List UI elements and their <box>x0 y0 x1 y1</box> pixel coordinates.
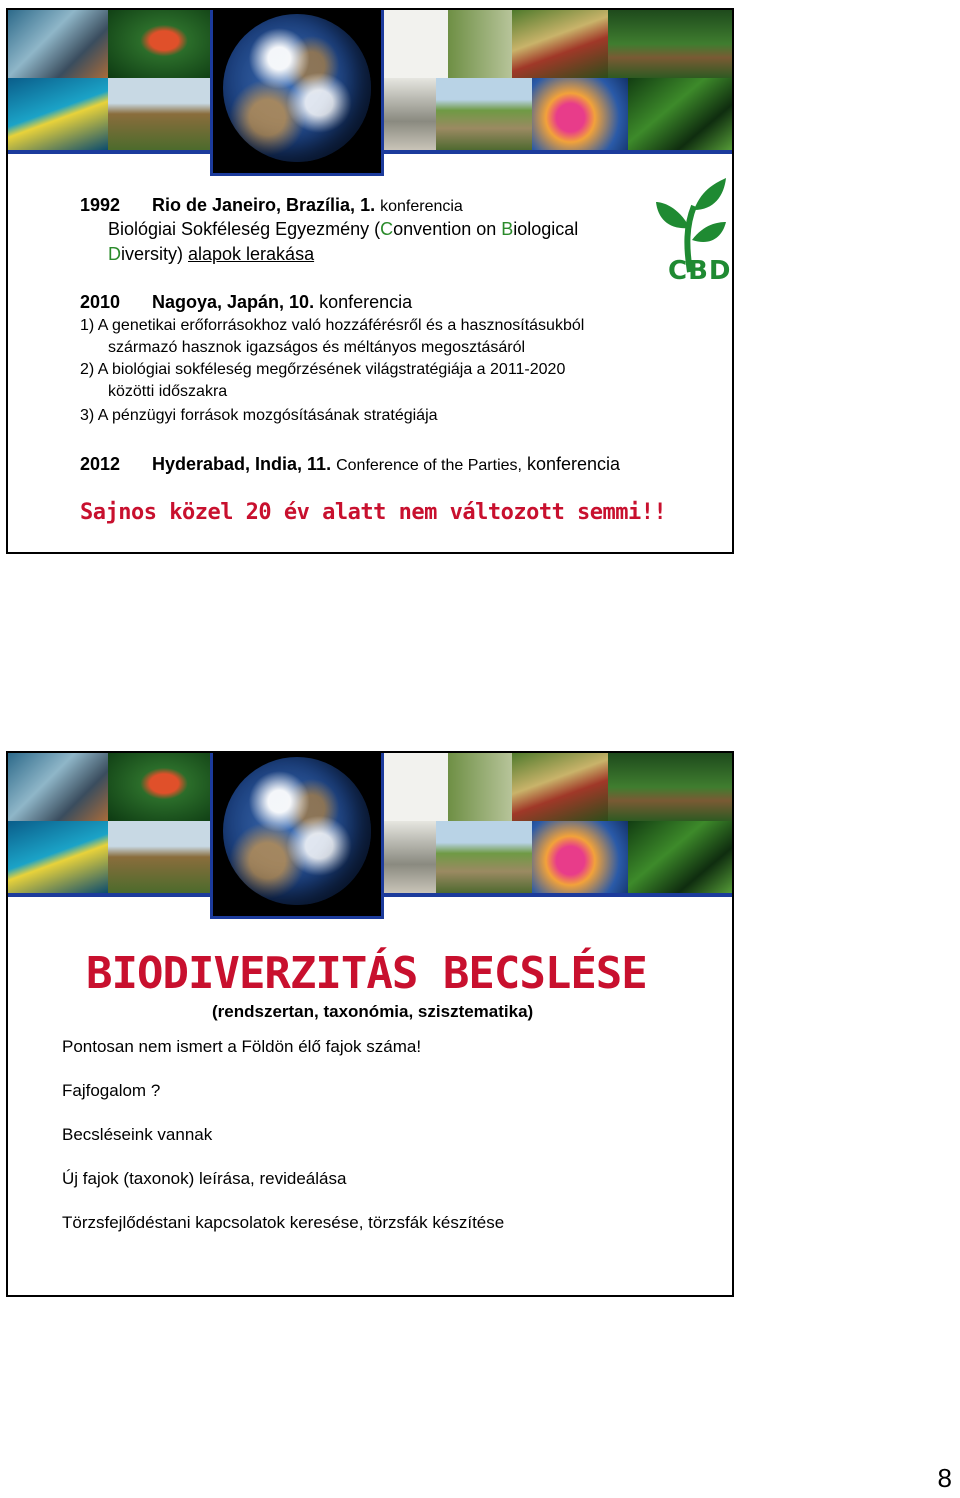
earth-photo-frame <box>210 10 384 176</box>
banner-photo-frog <box>108 753 210 821</box>
year-2012: 2012 <box>80 454 121 474</box>
body-line-1: Pontosan nem ismert a Földön élő fajok száma! <box>62 1037 422 1056</box>
item2-point2-b: közötti időszakra <box>108 383 228 400</box>
slide-subtitle: (rendszertan, taxonómia, szisztematika) <box>212 1002 534 1021</box>
banner-photo-landscape <box>436 821 532 893</box>
banner-photo-fish <box>8 78 108 150</box>
item1-line2-text-c: iological <box>513 219 579 239</box>
item1-tail: konferencia <box>380 198 463 215</box>
earth-globe-image <box>223 757 371 905</box>
year-2010: 2010 <box>80 292 121 312</box>
earth-photo-frame <box>210 753 384 919</box>
item1-place: Rio de Janeiro, Brazília, 1. <box>152 195 376 215</box>
item2-point1-a: 1) A genetikai erőforrásokhoz való hozzáférésről és a hasznosításukból <box>80 317 585 334</box>
banner-photo-plants <box>628 78 734 150</box>
item3-place: Hyderabad, India, 11. <box>152 454 332 474</box>
banner-photo-lab <box>384 821 436 893</box>
item2-point3: 3) A pénzügyi források mozgósításának stratégiája <box>80 407 438 424</box>
item2-point1-b: származó hasznok igazságos és méltányos megosztásáról <box>108 339 526 356</box>
item2-heading <box>152 291 412 313</box>
earth-globe-image <box>223 14 371 162</box>
letter-d: D <box>108 244 121 264</box>
item1-line3-text: iversity) <box>121 244 188 264</box>
item1-line2-text: Biológiai Sokféleség Egyezmény ( <box>108 219 381 239</box>
banner-photo-flowers <box>512 753 608 821</box>
item3-mid: Conference of the Parties, <box>336 457 522 474</box>
banner-photo-landscape <box>436 78 532 150</box>
slide-title: BIODIVERZITÁS BECSLÉSE <box>86 948 647 999</box>
body-line-5: Törzsfejlődéstani kapcsolatok keresése, törzsfák készítése <box>62 1213 505 1232</box>
banner-photo-document <box>384 10 512 78</box>
banner-photo-coral <box>532 821 628 893</box>
item3-heading <box>152 453 620 477</box>
banner-photo-lab <box>384 78 436 150</box>
item2-point2-a: 2) A biológiai sokféleség megőrzésének világstratégiája a 2011-2020 <box>80 361 566 378</box>
item1-line2-text-b: onvention on <box>393 219 502 239</box>
page-number: 8 <box>937 1463 952 1493</box>
body-line-3: Becsléseink vannak <box>62 1125 213 1144</box>
item2-place: Nagoya, Japán, 10. <box>152 292 315 312</box>
banner-photo-village <box>108 78 210 150</box>
body-line-4: Új fajok (taxonok) leírása, revideálása <box>62 1169 347 1188</box>
banner-photo-coral <box>532 78 628 150</box>
banner-photo-deer <box>608 753 734 821</box>
underlined-text: alapok lerakása <box>188 244 315 264</box>
banner-photo-document <box>384 753 512 821</box>
item3-tail: konferencia <box>527 454 621 474</box>
banner-photo-plants <box>628 821 734 893</box>
letter-c: C <box>380 219 394 239</box>
item1-heading <box>152 194 463 218</box>
cbd-logo-text: CBD <box>668 256 732 286</box>
banner-photo-deer <box>608 10 734 78</box>
banner-photo-village <box>108 821 210 893</box>
item1-line3 <box>108 243 314 265</box>
highlight-statement: Sajnos közel 20 év alatt nem változott semmi!! <box>80 500 667 525</box>
banner-photo-museum <box>8 10 108 78</box>
banner-photo-museum <box>8 753 108 821</box>
item2-tail: konferencia <box>319 292 413 312</box>
item1-line2 <box>108 218 578 240</box>
slide-biodiversity-estimation <box>6 751 734 1297</box>
year-1992: 1992 <box>80 195 121 215</box>
body-line-2: Fajfogalom ? <box>62 1081 161 1100</box>
letter-b: B <box>501 219 514 239</box>
banner-photo-flowers <box>512 10 608 78</box>
slide-cbd-conferences <box>6 8 734 554</box>
banner-photo-fish <box>8 821 108 893</box>
banner-photo-frog <box>108 10 210 78</box>
